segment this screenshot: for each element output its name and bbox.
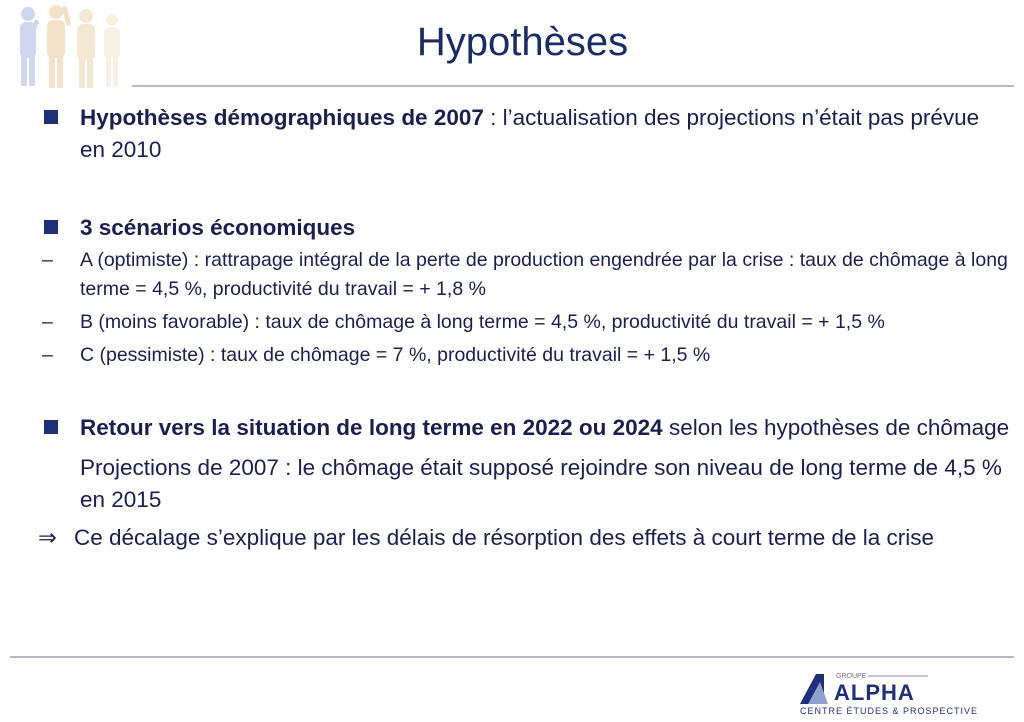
scenario-text: A (optimiste) : rattrapage intégral de la perte de production engendrée par la crise : taux de chômage à long terme = 4,5 %, productivité du travail = + 1,8 % — [80, 249, 1008, 300]
scenario-text: B (moins favorable) : taux de chômage à long terme = 4,5 %, productivité du travail = + 1,5 % — [80, 311, 885, 333]
logo-subtitle: CENTRE ÉTUDES & PROSPECTIVE — [800, 706, 979, 716]
projection-note — [40, 452, 1010, 516]
dash-bullet-icon: – — [42, 311, 53, 333]
dash-bullet-icon: – — [42, 249, 53, 271]
conclusion-text: Ce décalage s’explique par les délais de résorption des effets à court terme de la crise — [74, 525, 935, 550]
bottom-divider — [10, 656, 1014, 658]
scenario-text: C (pessimiste) : taux de chômage = 7 %, productivité du travail = + 1,5 % — [80, 344, 711, 366]
bullet-demographic — [40, 102, 1010, 166]
projection-text: Projections de 2007 : le chômage était supposé rejoindre son niveau de long terme de 4,5 % en 2015 — [80, 455, 1002, 512]
conclusion — [40, 522, 1010, 554]
square-bullet-icon — [44, 220, 58, 234]
top-divider — [132, 85, 1014, 87]
people-illustration — [8, 0, 128, 92]
bullet-bold: Retour vers la situation de long terme en 2022 ou 2024 — [80, 415, 663, 440]
bullet-text: : l’actualisation des projections n’était pas prévue en 2010 — [80, 105, 980, 162]
alpha-logo — [798, 668, 1018, 718]
bullet-bold: Hypothèses démographiques de 2007 — [80, 105, 484, 130]
bullet-bold: 3 scénarios économiques — [80, 215, 356, 240]
implies-arrow-icon: ⇒ — [38, 525, 57, 550]
logo-name: ALPHA — [834, 680, 915, 705]
bullet-return — [40, 412, 1010, 444]
scenario-b — [40, 308, 1010, 337]
bullet-scenarios — [40, 212, 1010, 244]
bullet-text: selon les hypothèses de chômage — [662, 415, 1010, 440]
scenario-a — [40, 246, 1010, 304]
page-title: Hypothèses — [416, 20, 629, 64]
dash-bullet-icon: – — [42, 344, 53, 366]
square-bullet-icon — [44, 110, 58, 124]
logo-groupe: GROUPE — [836, 673, 867, 680]
square-bullet-icon — [44, 420, 58, 434]
scenario-c — [40, 341, 1010, 370]
slide-content — [40, 100, 1010, 554]
